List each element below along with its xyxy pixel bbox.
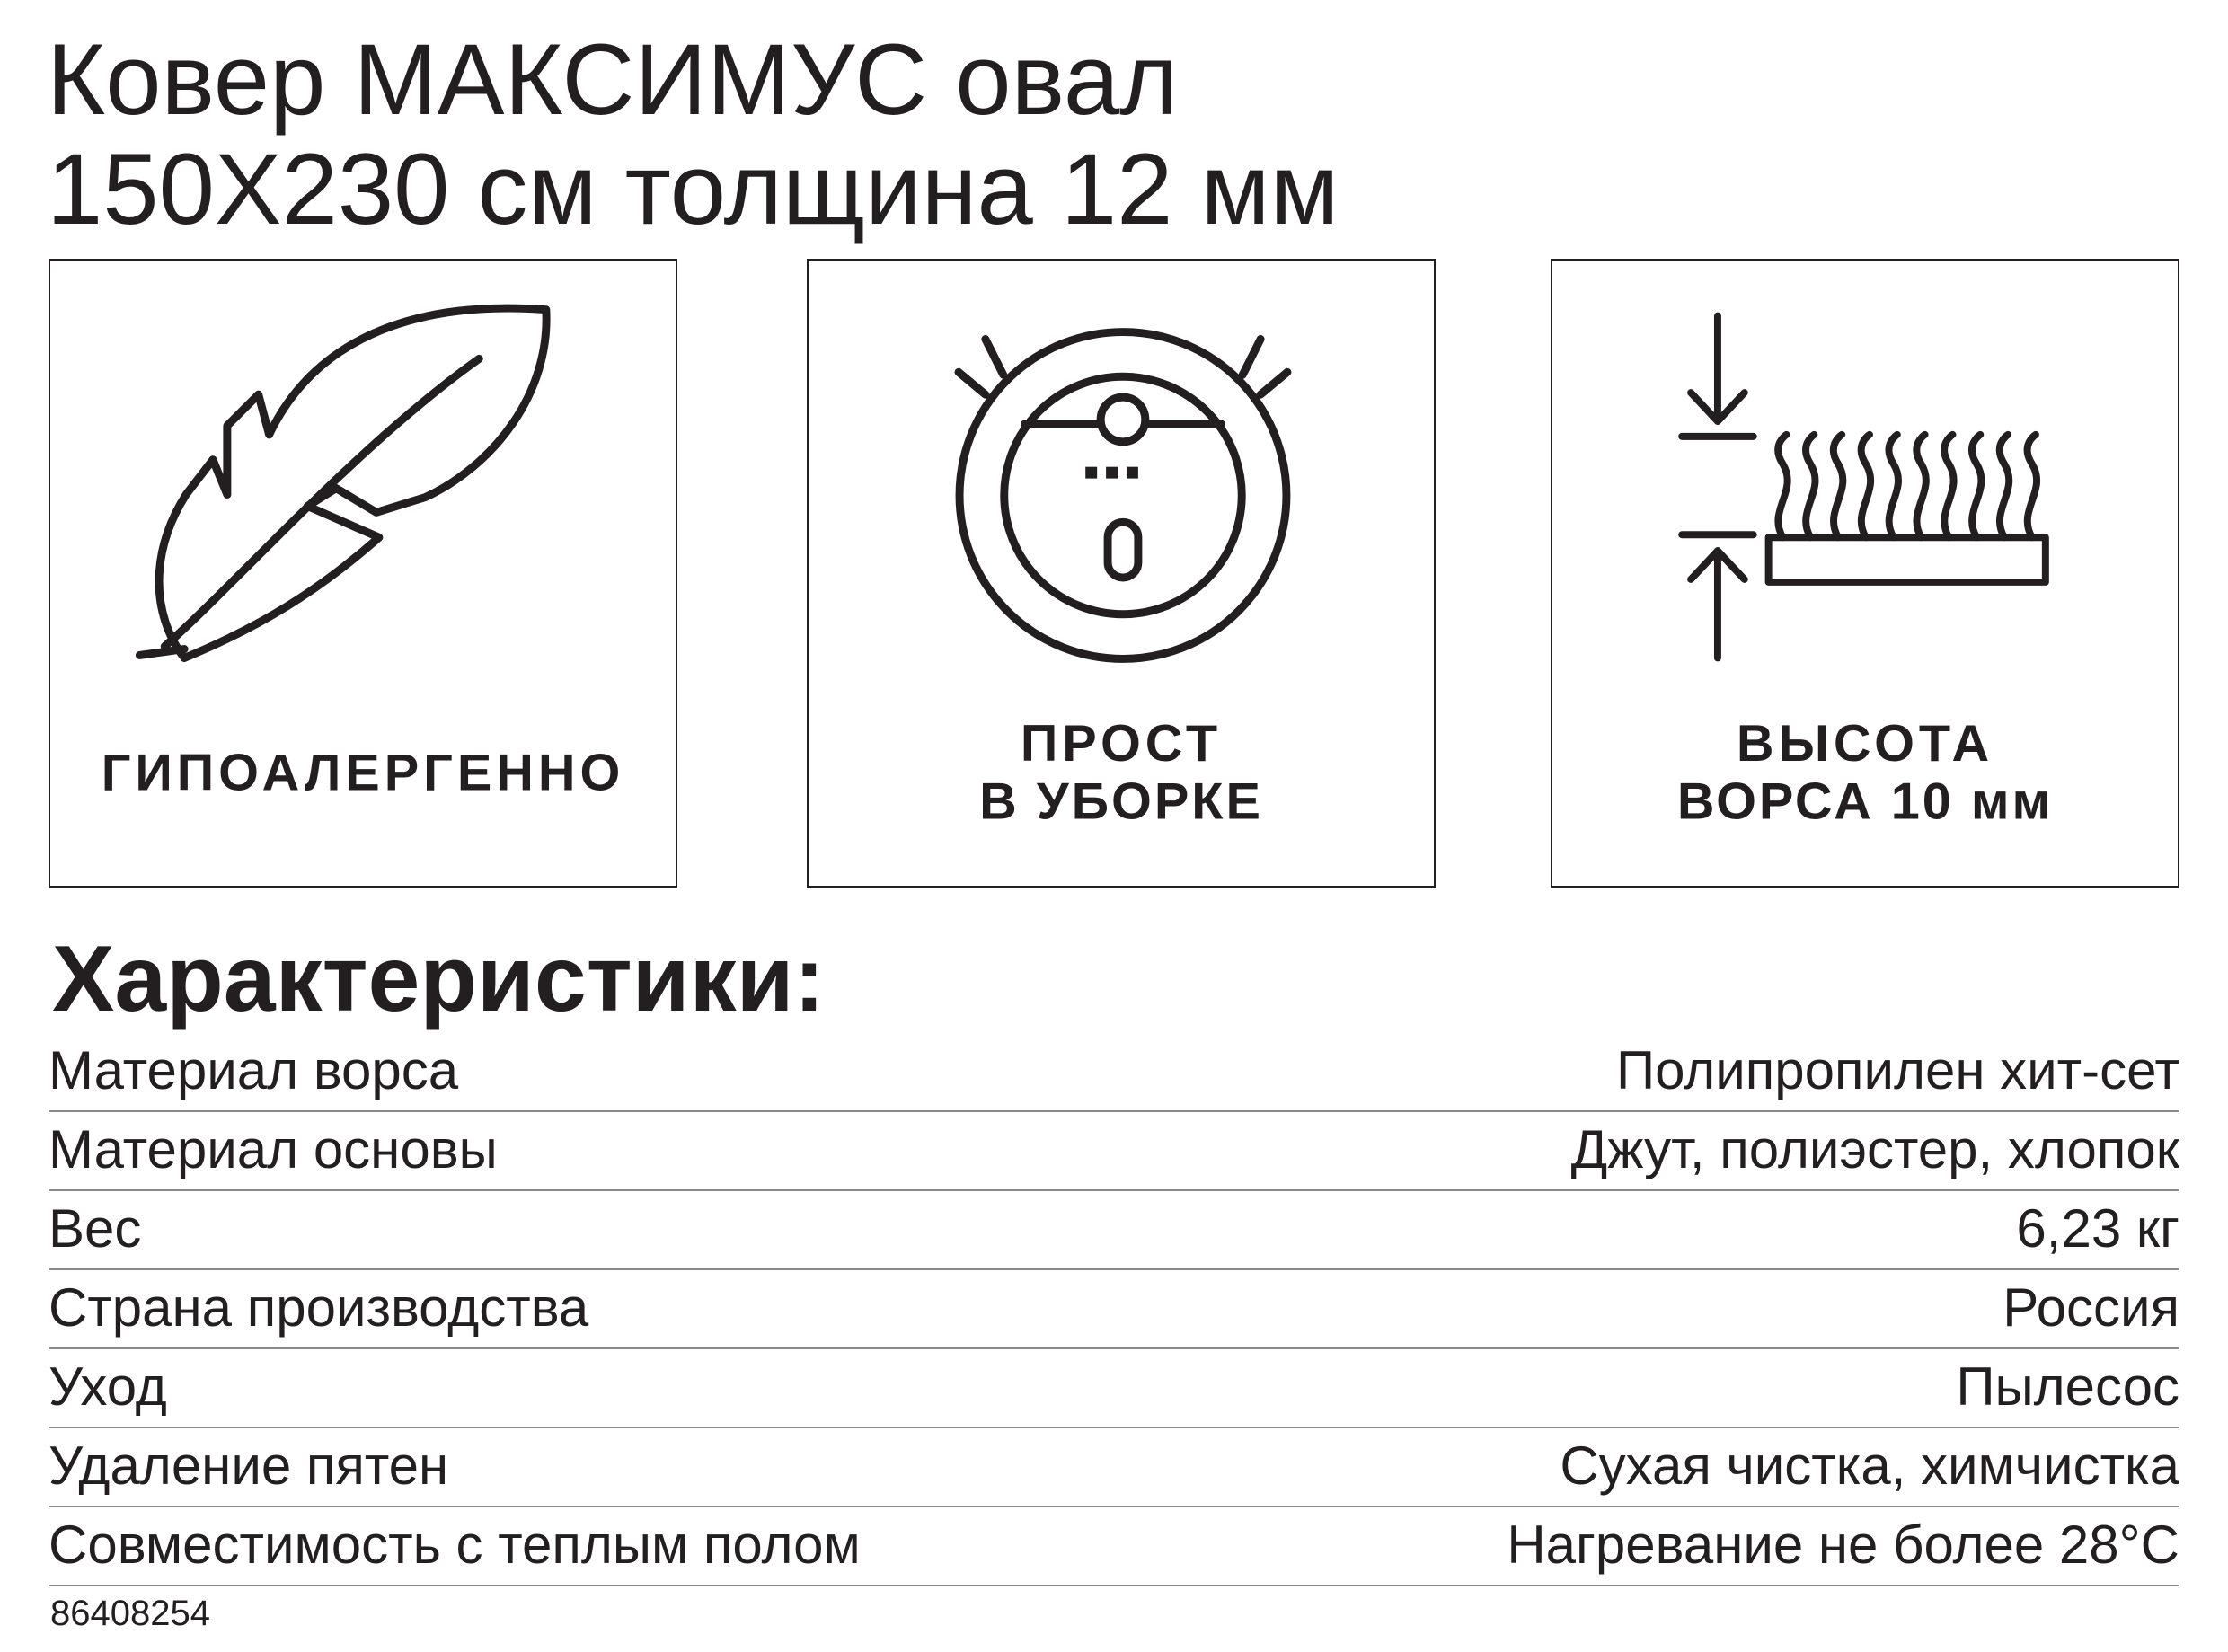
spec-row [49,1428,2179,1507]
spec-value: 6,23 кг [2016,1198,2179,1259]
spec-value: Нагревание не более 28°C [1507,1515,2179,1575]
feature-label-line-1: ПРОСТ [1020,714,1223,773]
feature-label-line-2: ВОРСА 10 мм [1676,773,2054,831]
spec-row [49,1033,2179,1112]
feather-icon [50,261,676,886]
spec-row [49,1112,2179,1191]
feature-label-line-2: В УБОРКЕ [979,773,1263,831]
spec-value: Россия [2003,1277,2179,1338]
spec-label: Материал основы [49,1119,498,1179]
feature-card-pile-height [1551,259,2179,888]
spec-value: Сухая чистка, химчистка [1560,1436,2179,1496]
spec-value: Пылесос [1956,1356,2179,1417]
feature-label-line-1: ВЫСОТА [1736,714,1994,773]
article-number: 86408254 [50,1594,210,1633]
spec-row [49,1191,2179,1270]
pile-height-icon [1552,261,2178,886]
spec-value: Полипропилен хит-сет [1616,1040,2179,1100]
spec-row [49,1507,2179,1586]
product-title-line-2: 150X230 см толщина 12 мм [47,133,1339,245]
spec-label: Материал ворса [49,1040,459,1100]
spec-value: Джут, полиэстер, хлопок [1570,1119,2179,1179]
spec-label: Страна производства [49,1277,589,1338]
product-title [47,25,2113,244]
feature-card-easy-cleaning [807,259,1436,888]
spec-label: Вес [49,1198,142,1259]
spec-row [49,1270,2179,1349]
robot-vacuum-icon [809,261,1434,886]
spec-label: Уход [49,1356,167,1417]
spec-row [49,1349,2179,1428]
spec-label: Удаление пятен [49,1436,449,1496]
feature-card-hypoallergenic [49,259,677,888]
specs-heading: Характеристики: [52,927,826,1031]
feature-label: ГИПОАЛЕРГЕННО [101,744,625,802]
product-title-line-1: Ковер МАКСИМУС овал [47,23,1179,136]
specs-table [49,1033,2179,1586]
spec-label: Совместимость с теплым полом [49,1515,861,1575]
